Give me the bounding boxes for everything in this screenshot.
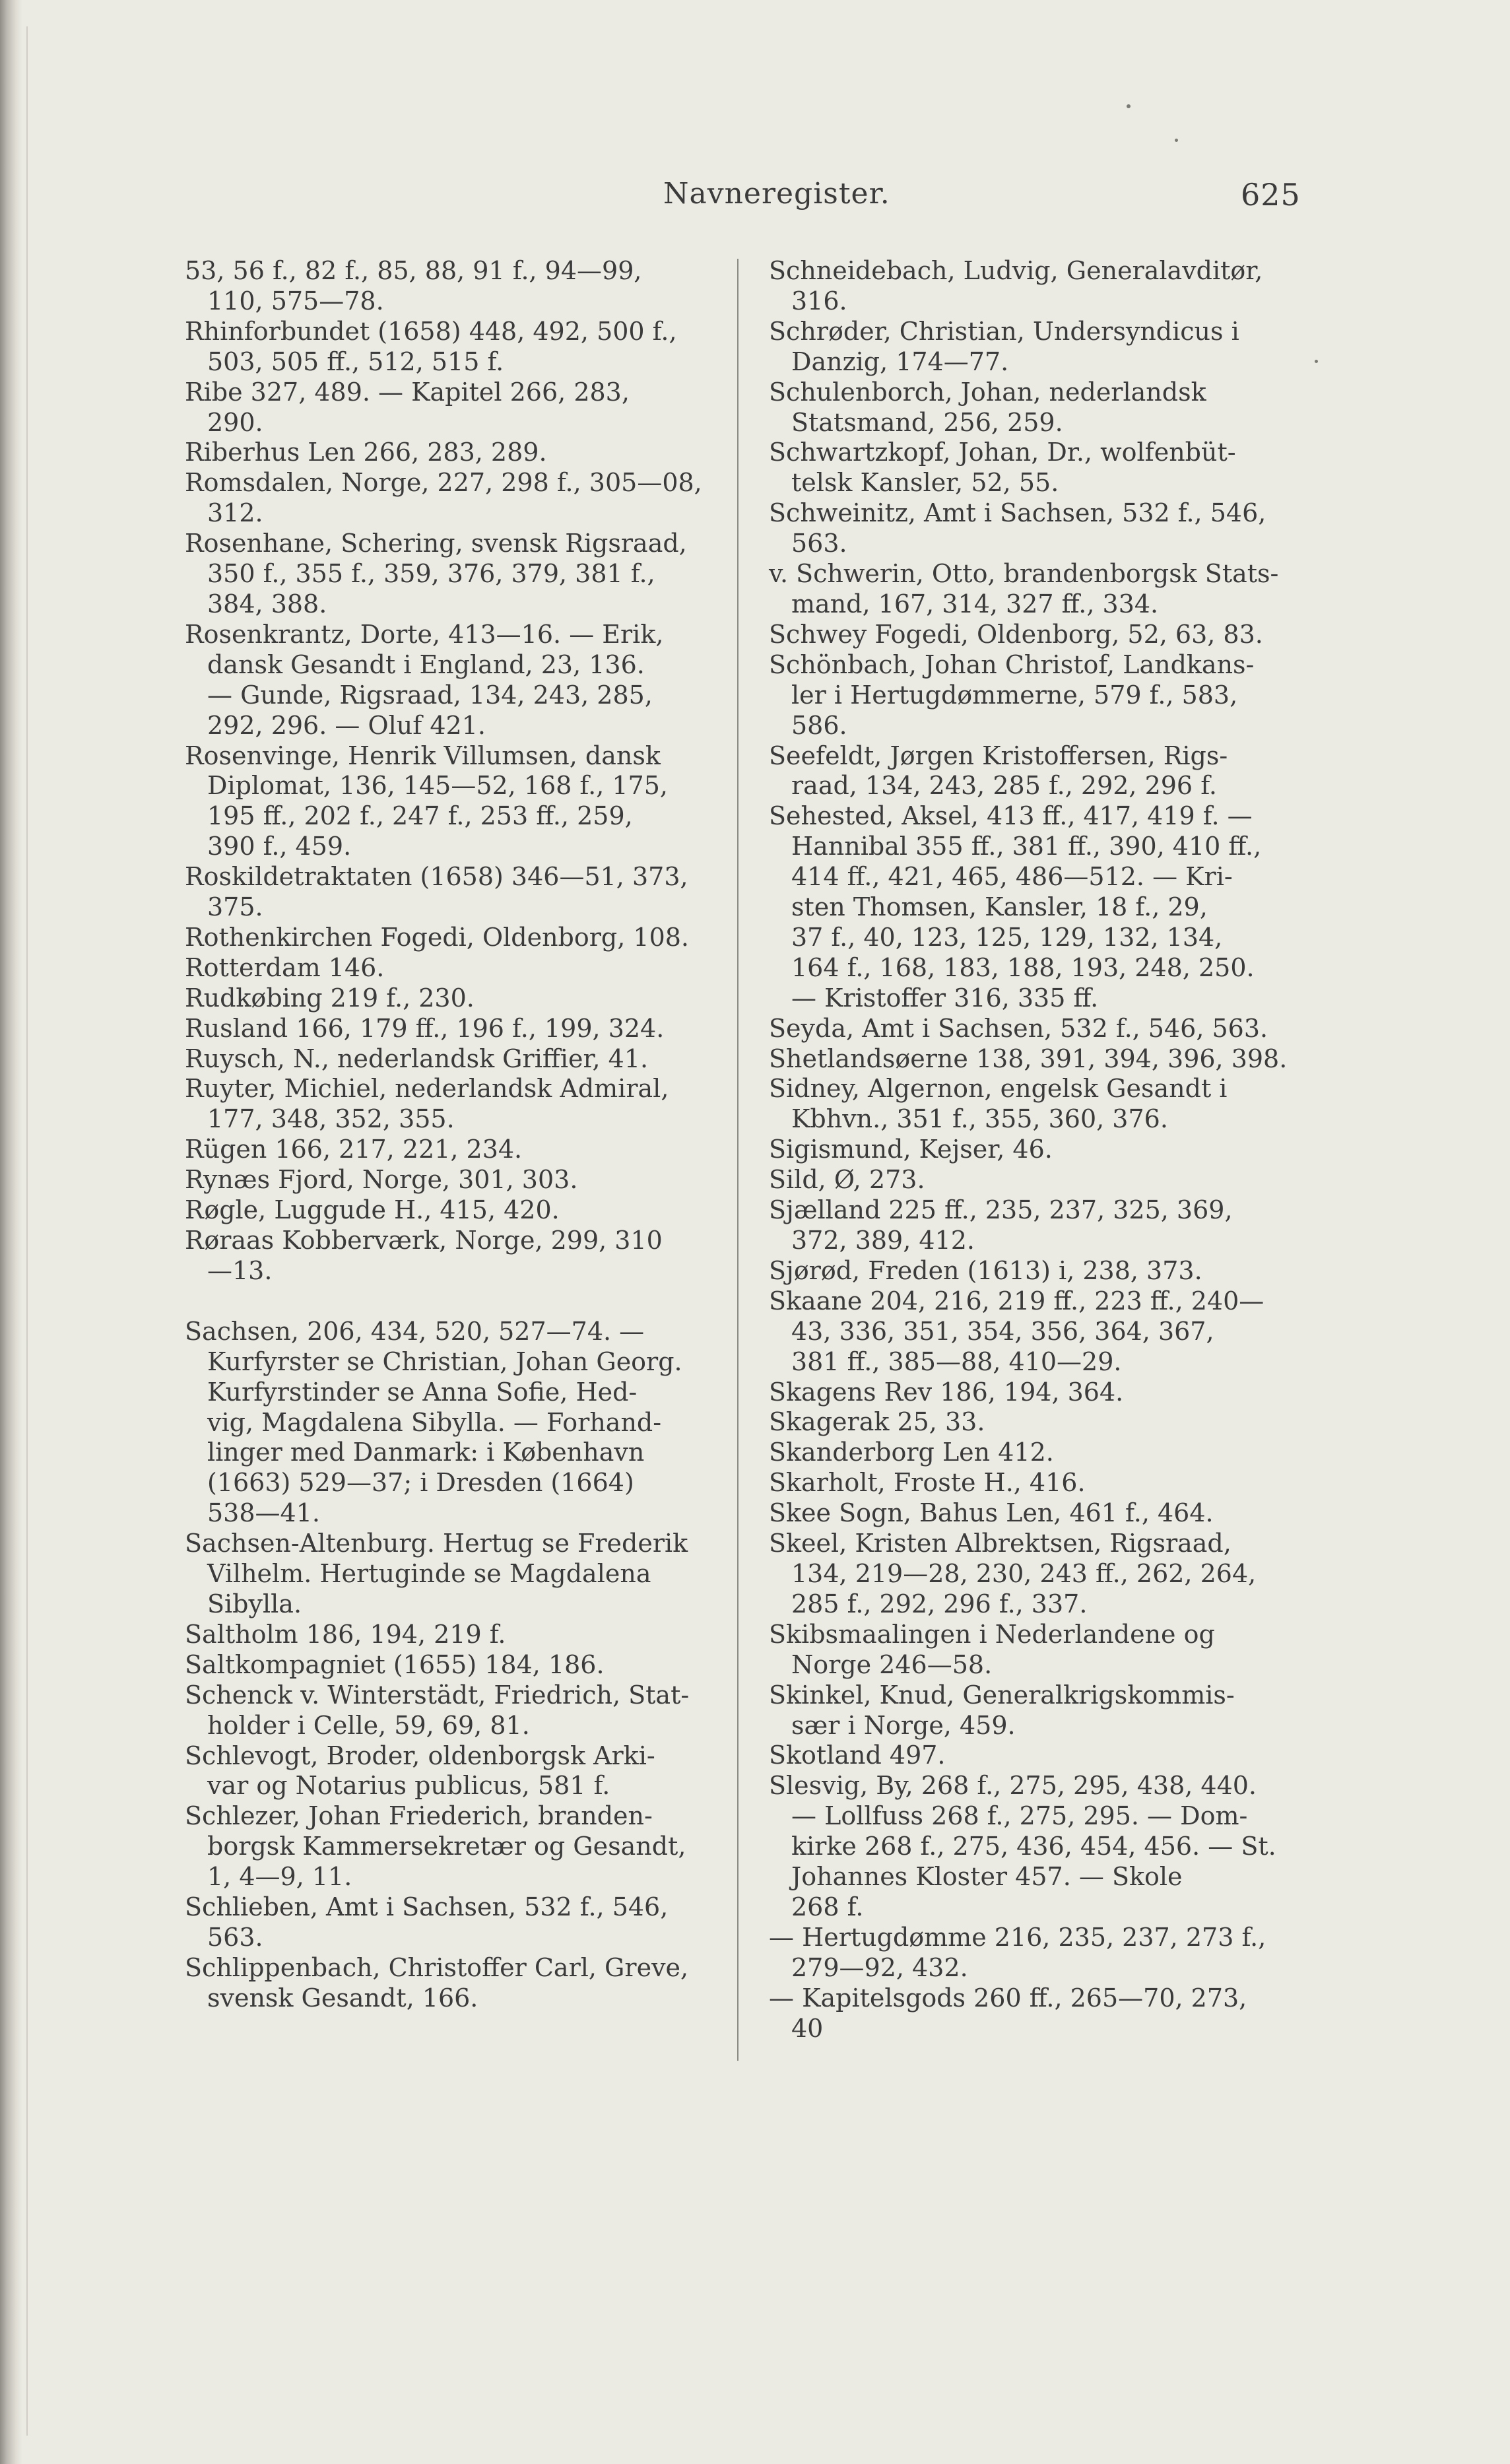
index-entry: [769, 1498, 1323, 1529]
index-entry: [185, 378, 726, 438]
index-entry: [769, 1135, 1323, 1165]
entry-continuation-line: Diplomat, 136, 145—52, 168 f., 175,: [207, 771, 668, 801]
index-entry: [769, 1620, 1323, 1681]
entry-line: Røgle, Luggude H., 415, 420.: [185, 1195, 560, 1225]
entry-continuation-line: svensk Gesandt, 166.: [207, 1983, 478, 2013]
index-entry: [769, 1074, 1323, 1135]
entry-continuation-line: raad, 134, 243, 285 f., 292, 296 f.: [791, 771, 1217, 801]
entry-line: Seefeldt, Jørgen Kristoffersen, Rigs-: [769, 741, 1228, 770]
entry-line: Rynæs Fjord, Norge, 301, 303.: [185, 1165, 578, 1195]
entry-line: Sehested, Aksel, 413 ff., 417, 419 f. —: [769, 801, 1253, 831]
index-entry: [185, 1681, 726, 1741]
entry-line: Schrøder, Christian, Undersyndicus i: [769, 316, 1239, 346]
entry-line: Schwartzkopf, Johan, Dr., wolfenbüt-: [769, 438, 1236, 467]
entry-continuation-line: var og Notarius publicus, 581 f.: [207, 1771, 610, 1801]
entry-continuation-line: vig, Magdalena Sibylla. — Forhand-: [207, 1407, 662, 1437]
entry-line: — Hertugdømme 216, 235, 237, 273 f.,: [769, 1922, 1266, 1952]
index-entry: [769, 650, 1323, 741]
entry-continuation-line: sten Thomsen, Kansler, 18 f., 29,: [791, 892, 1208, 922]
index-entry: [185, 1892, 726, 1953]
entry-continuation-line: sær i Norge, 459.: [791, 1710, 1016, 1740]
entry-continuation-line: 350 f., 355 f., 359, 376, 379, 381 f.,: [207, 559, 655, 589]
entry-continuation-line: 290.: [207, 407, 263, 437]
entry-line: Skarholt, Froste H., 416.: [769, 1468, 1086, 1498]
index-entry: [769, 620, 1323, 650]
entry-continuation-line: 37 f., 40, 123, 125, 129, 132, 134,: [791, 922, 1223, 952]
scan-speck: [1315, 360, 1318, 363]
entry-line: Schlevogt, Broder, oldenborgsk Arki-: [185, 1741, 655, 1770]
entry-line: Sachsen-Altenburg. Hertug se Frederik: [185, 1529, 688, 1558]
entry-line: Schenck v. Winterstädt, Friedrich, Stat-: [185, 1680, 690, 1710]
entry-line: Skeel, Kristen Albrektsen, Rigsraad,: [769, 1529, 1231, 1558]
index-entry: [769, 1256, 1323, 1286]
entry-line: Rudkøbing 219 f., 230.: [185, 983, 475, 1013]
entry-continuation-line: 538—41.: [207, 1498, 320, 1528]
index-entry: [769, 1378, 1323, 1408]
entry-continuation-line: 1, 4—9, 11.: [207, 1862, 352, 1892]
entry-line: Schwey Fogedi, Oldenborg, 52, 63, 83.: [769, 619, 1263, 649]
index-entry: [769, 317, 1323, 378]
entry-line: Skagens Rev 186, 194, 364.: [769, 1377, 1124, 1407]
index-entry: [185, 1195, 726, 1226]
entry-line: Schönbach, Johan Christof, Landkans-: [769, 649, 1255, 679]
running-title: Navneregister.: [663, 177, 890, 211]
entry-continuation-line: 563.: [791, 529, 847, 558]
entry-continuation-line: 375.: [207, 892, 263, 922]
entry-continuation-line: 390 f., 459.: [207, 832, 352, 861]
entry-continuation-line: 563.: [207, 1922, 263, 1952]
entry-continuation-line: 381 ff., 385—88, 410—29.: [791, 1347, 1122, 1376]
entry-line: Saltholm 186, 194, 219 f.: [185, 1619, 506, 1649]
entry-continuation-line: 586.: [791, 710, 847, 740]
entry-line: Shetlandsøerne 138, 391, 394, 396, 398.: [769, 1044, 1288, 1073]
index-entry: [769, 1681, 1323, 1741]
index-entry: [185, 1801, 726, 1892]
index-column-left: [185, 256, 726, 2014]
entry-continuation-line: Kurfyrstinder se Anna Sofie, Hed-: [207, 1377, 638, 1407]
entry-continuation-line: 285 f., 292, 296 f., 337.: [791, 1589, 1088, 1618]
index-entry: [769, 1983, 1323, 2044]
entry-line: Schweinitz, Amt i Sachsen, 532 f., 546,: [769, 498, 1266, 528]
entry-continuation-line: 134, 219—28, 230, 243 ff., 262, 264,: [791, 1558, 1257, 1588]
entry-line: Roskildetraktaten (1658) 346—51, 373,: [185, 862, 688, 892]
index-column-right: [769, 256, 1323, 2044]
index-entry: [769, 741, 1323, 802]
page-binding-edge: [0, 0, 22, 2464]
entry-continuation-line: 195 ff., 202 f., 247 f., 253 ff., 259,: [207, 801, 633, 831]
index-entry: [185, 256, 726, 317]
entry-line: Schulenborch, Johan, nederlandsk: [769, 377, 1206, 407]
entry-continuation-line: 279—92, 432.: [791, 1952, 968, 1982]
index-entry: [769, 1468, 1323, 1498]
scan-speck: [1175, 139, 1178, 142]
index-entry: [185, 1953, 726, 2014]
index-entry: [769, 1438, 1323, 1468]
index-entry: [185, 1165, 726, 1195]
index-entry: [769, 1741, 1323, 1771]
entry-line: Ruysch, N., nederlandsk Griffier, 41.: [185, 1044, 649, 1073]
index-entry: [769, 1195, 1323, 1256]
entry-line: Schlezer, Johan Friederich, branden-: [185, 1801, 653, 1831]
index-entry: [185, 1650, 726, 1681]
entry-line: Schlieben, Amt i Sachsen, 532 f., 546,: [185, 1892, 669, 1922]
entry-line: Skibsmaalingen i Nederlandene og: [769, 1619, 1215, 1649]
index-entry: [769, 1044, 1323, 1075]
entry-line: Seyda, Amt i Sachsen, 532 f., 546, 563.: [769, 1013, 1268, 1043]
index-entry: [185, 1529, 726, 1620]
entry-continuation-line: telsk Kansler, 52, 55.: [791, 468, 1059, 498]
index-entry: [769, 1923, 1323, 1983]
entry-continuation-line: mand, 167, 314, 327 ff., 334.: [791, 589, 1159, 618]
entry-continuation-line: 312.: [207, 498, 263, 528]
index-entry: [185, 1074, 726, 1135]
entry-line: v. Schwerin, Otto, brandenborgsk Stats-: [769, 559, 1279, 589]
index-entry: [769, 559, 1323, 620]
entry-continuation-line: — Lollfuss 268 f., 275, 295. — Dom-: [791, 1801, 1248, 1831]
entry-continuation-line: 414 ff., 421, 465, 486—512. — Kri-: [791, 862, 1233, 892]
index-entry: [769, 1529, 1323, 1620]
section-gap: [185, 1286, 726, 1317]
entry-line: Rhinforbundet (1658) 448, 492, 500 f.,: [185, 316, 677, 346]
entry-continuation-line: (1663) 529—37; i Dresden (1664): [207, 1468, 634, 1498]
entry-continuation-line: kirke 268 f., 275, 436, 454, 456. — St.: [791, 1832, 1276, 1861]
index-entry: [185, 468, 726, 529]
entry-continuation-line: 372, 389, 412.: [791, 1226, 975, 1255]
index-entry: [769, 801, 1323, 1013]
entry-continuation-line: 177, 348, 352, 355.: [207, 1104, 455, 1134]
index-entry: [185, 1014, 726, 1044]
entry-line: Sild, Ø, 273.: [769, 1165, 925, 1195]
index-entry: [185, 529, 726, 620]
entry-continuation-line: —13.: [207, 1255, 273, 1285]
entry-line: Sachsen, 206, 434, 520, 527—74. —: [185, 1316, 645, 1346]
entry-line: Skaane 204, 216, 219 ff., 223 ff., 240—: [769, 1286, 1264, 1315]
index-entry: [185, 1226, 726, 1286]
entry-line: Rotterdam 146.: [185, 952, 385, 982]
entry-continuation-line: 164 f., 168, 183, 188, 193, 248, 250.: [791, 952, 1255, 982]
index-entry: [185, 923, 726, 953]
index-entry: [769, 1771, 1323, 1923]
entry-continuation-line: holder i Celle, 59, 69, 81.: [207, 1710, 530, 1740]
entry-line: Sjørød, Freden (1613) i, 238, 373.: [769, 1255, 1202, 1285]
index-entry: [769, 498, 1323, 559]
entry-continuation-line: 110, 575—78.: [207, 286, 384, 316]
entry-continuation-line: Vilhelm. Hertuginde se Magdalena: [207, 1559, 651, 1589]
index-entry: [185, 741, 726, 863]
entry-line: Skagerak 25, 33.: [769, 1407, 985, 1437]
column-divider: [737, 259, 739, 2061]
entry-line: Schneidebach, Ludvig, Generalavditør,: [769, 256, 1263, 285]
entry-continuation-line: Danzig, 174—77.: [791, 347, 1009, 376]
binding-line: [26, 26, 28, 2436]
index-entry: [185, 1317, 726, 1529]
index-entry: [769, 1286, 1323, 1378]
entry-continuation-line: Norge 246—58.: [791, 1649, 993, 1679]
entry-continuation-line: Statsmand, 256, 259.: [791, 407, 1063, 437]
entry-line: Sjælland 225 ff., 235, 237, 325, 369,: [769, 1195, 1233, 1225]
index-entry: [769, 1407, 1323, 1438]
index-entry: [185, 953, 726, 983]
entry-line: Skanderborg Len 412.: [769, 1438, 1054, 1467]
entry-line: Slesvig, By, 268 f., 275, 295, 438, 440.: [769, 1771, 1257, 1801]
index-entry: [185, 317, 726, 378]
entry-line: Riberhus Len 266, 283, 289.: [185, 438, 547, 467]
entry-continuation-line: ler i Hertugdømmerne, 579 f., 583,: [791, 680, 1238, 710]
entry-line: — Kapitelsgods 260 ff., 265—70, 273,: [769, 1983, 1247, 2013]
entry-continuation-line: 292, 296. — Oluf 421.: [207, 710, 486, 740]
index-entry: [769, 438, 1323, 498]
entry-continuation-line: 43, 336, 351, 354, 356, 364, 367,: [791, 1316, 1214, 1346]
entry-continuation-line: 503, 505 ff., 512, 515 f.: [207, 347, 504, 376]
entry-continuation-line: borgsk Kammersekretær og Gesandt,: [207, 1832, 686, 1861]
entry-line: Rosenkrantz, Dorte, 413—16. — Erik,: [185, 619, 664, 649]
index-entry: [185, 438, 726, 468]
entry-continuation-line: Johannes Kloster 457. — Skole: [791, 1862, 1183, 1892]
entry-line: 53, 56 f., 82 f., 85, 88, 91 f., 94—99,: [185, 256, 642, 285]
entry-line: Rothenkirchen Fogedi, Oldenborg, 108.: [185, 922, 690, 952]
entry-continuation-line: Kurfyrster se Christian, Johan Georg.: [207, 1347, 682, 1376]
entry-line: Sigismund, Kejser, 46.: [769, 1135, 1053, 1164]
entry-line: Schlippenbach, Christoffer Carl, Greve,: [185, 1952, 689, 1982]
scan-speck: [1127, 104, 1131, 108]
index-entry: [769, 1165, 1323, 1195]
entry-continuation-line: 268 f.: [791, 1892, 864, 1921]
entry-continuation-line: 384, 388.: [207, 589, 327, 618]
entry-line: Rosenhane, Schering, svensk Rigsraad,: [185, 529, 687, 558]
index-entry: [185, 1044, 726, 1075]
entry-continuation-line: 316.: [791, 286, 847, 316]
entry-line: Røraas Kobberværk, Norge, 299, 310: [185, 1226, 663, 1255]
index-entry: [769, 256, 1323, 317]
page-number: 625: [1241, 177, 1301, 213]
entry-line: Rosenvinge, Henrik Villumsen, dansk: [185, 741, 661, 770]
index-entry: [769, 378, 1323, 438]
entry-line: Ruyter, Michiel, nederlandsk Admiral,: [185, 1074, 669, 1104]
index-entry: [185, 1620, 726, 1650]
entry-line: Skinkel, Knud, Generalkrigskommis-: [769, 1680, 1235, 1710]
entry-continuation-line: Sibylla.: [207, 1589, 302, 1618]
index-entry: [769, 1014, 1323, 1044]
entry-continuation-line: 40: [791, 2013, 824, 2043]
entry-line: Sidney, Algernon, engelsk Gesandt i: [769, 1074, 1228, 1104]
index-entry: [185, 1741, 726, 1802]
entry-continuation-line: dansk Gesandt i England, 23, 136.: [207, 649, 645, 679]
entry-continuation-line: — Gunde, Rigsraad, 134, 243, 285,: [207, 680, 653, 710]
index-entry: [185, 1135, 726, 1165]
entry-line: Rügen 166, 217, 221, 234.: [185, 1135, 523, 1164]
entry-continuation-line: linger med Danmark: i København: [207, 1438, 645, 1467]
entry-continuation-line: — Kristoffer 316, 335 ff.: [791, 983, 1099, 1013]
index-entry: [185, 862, 726, 923]
entry-line: Romsdalen, Norge, 227, 298 f., 305—08,: [185, 468, 702, 498]
entry-continuation-line: Kbhvn., 351 f., 355, 360, 376.: [791, 1104, 1168, 1134]
entry-continuation-line: Hannibal 355 ff., 381 ff., 390, 410 ff.,: [791, 832, 1262, 861]
entry-line: Ribe 327, 489. — Kapitel 266, 283,: [185, 377, 630, 407]
index-entry: [185, 620, 726, 741]
entry-line: Skotland 497.: [769, 1741, 946, 1770]
entry-line: Rusland 166, 179 ff., 196 f., 199, 324.: [185, 1013, 665, 1043]
entry-line: Saltkompagniet (1655) 184, 186.: [185, 1649, 605, 1679]
entry-line: Skee Sogn, Bahus Len, 461 f., 464.: [769, 1498, 1214, 1528]
index-entry: [185, 983, 726, 1014]
